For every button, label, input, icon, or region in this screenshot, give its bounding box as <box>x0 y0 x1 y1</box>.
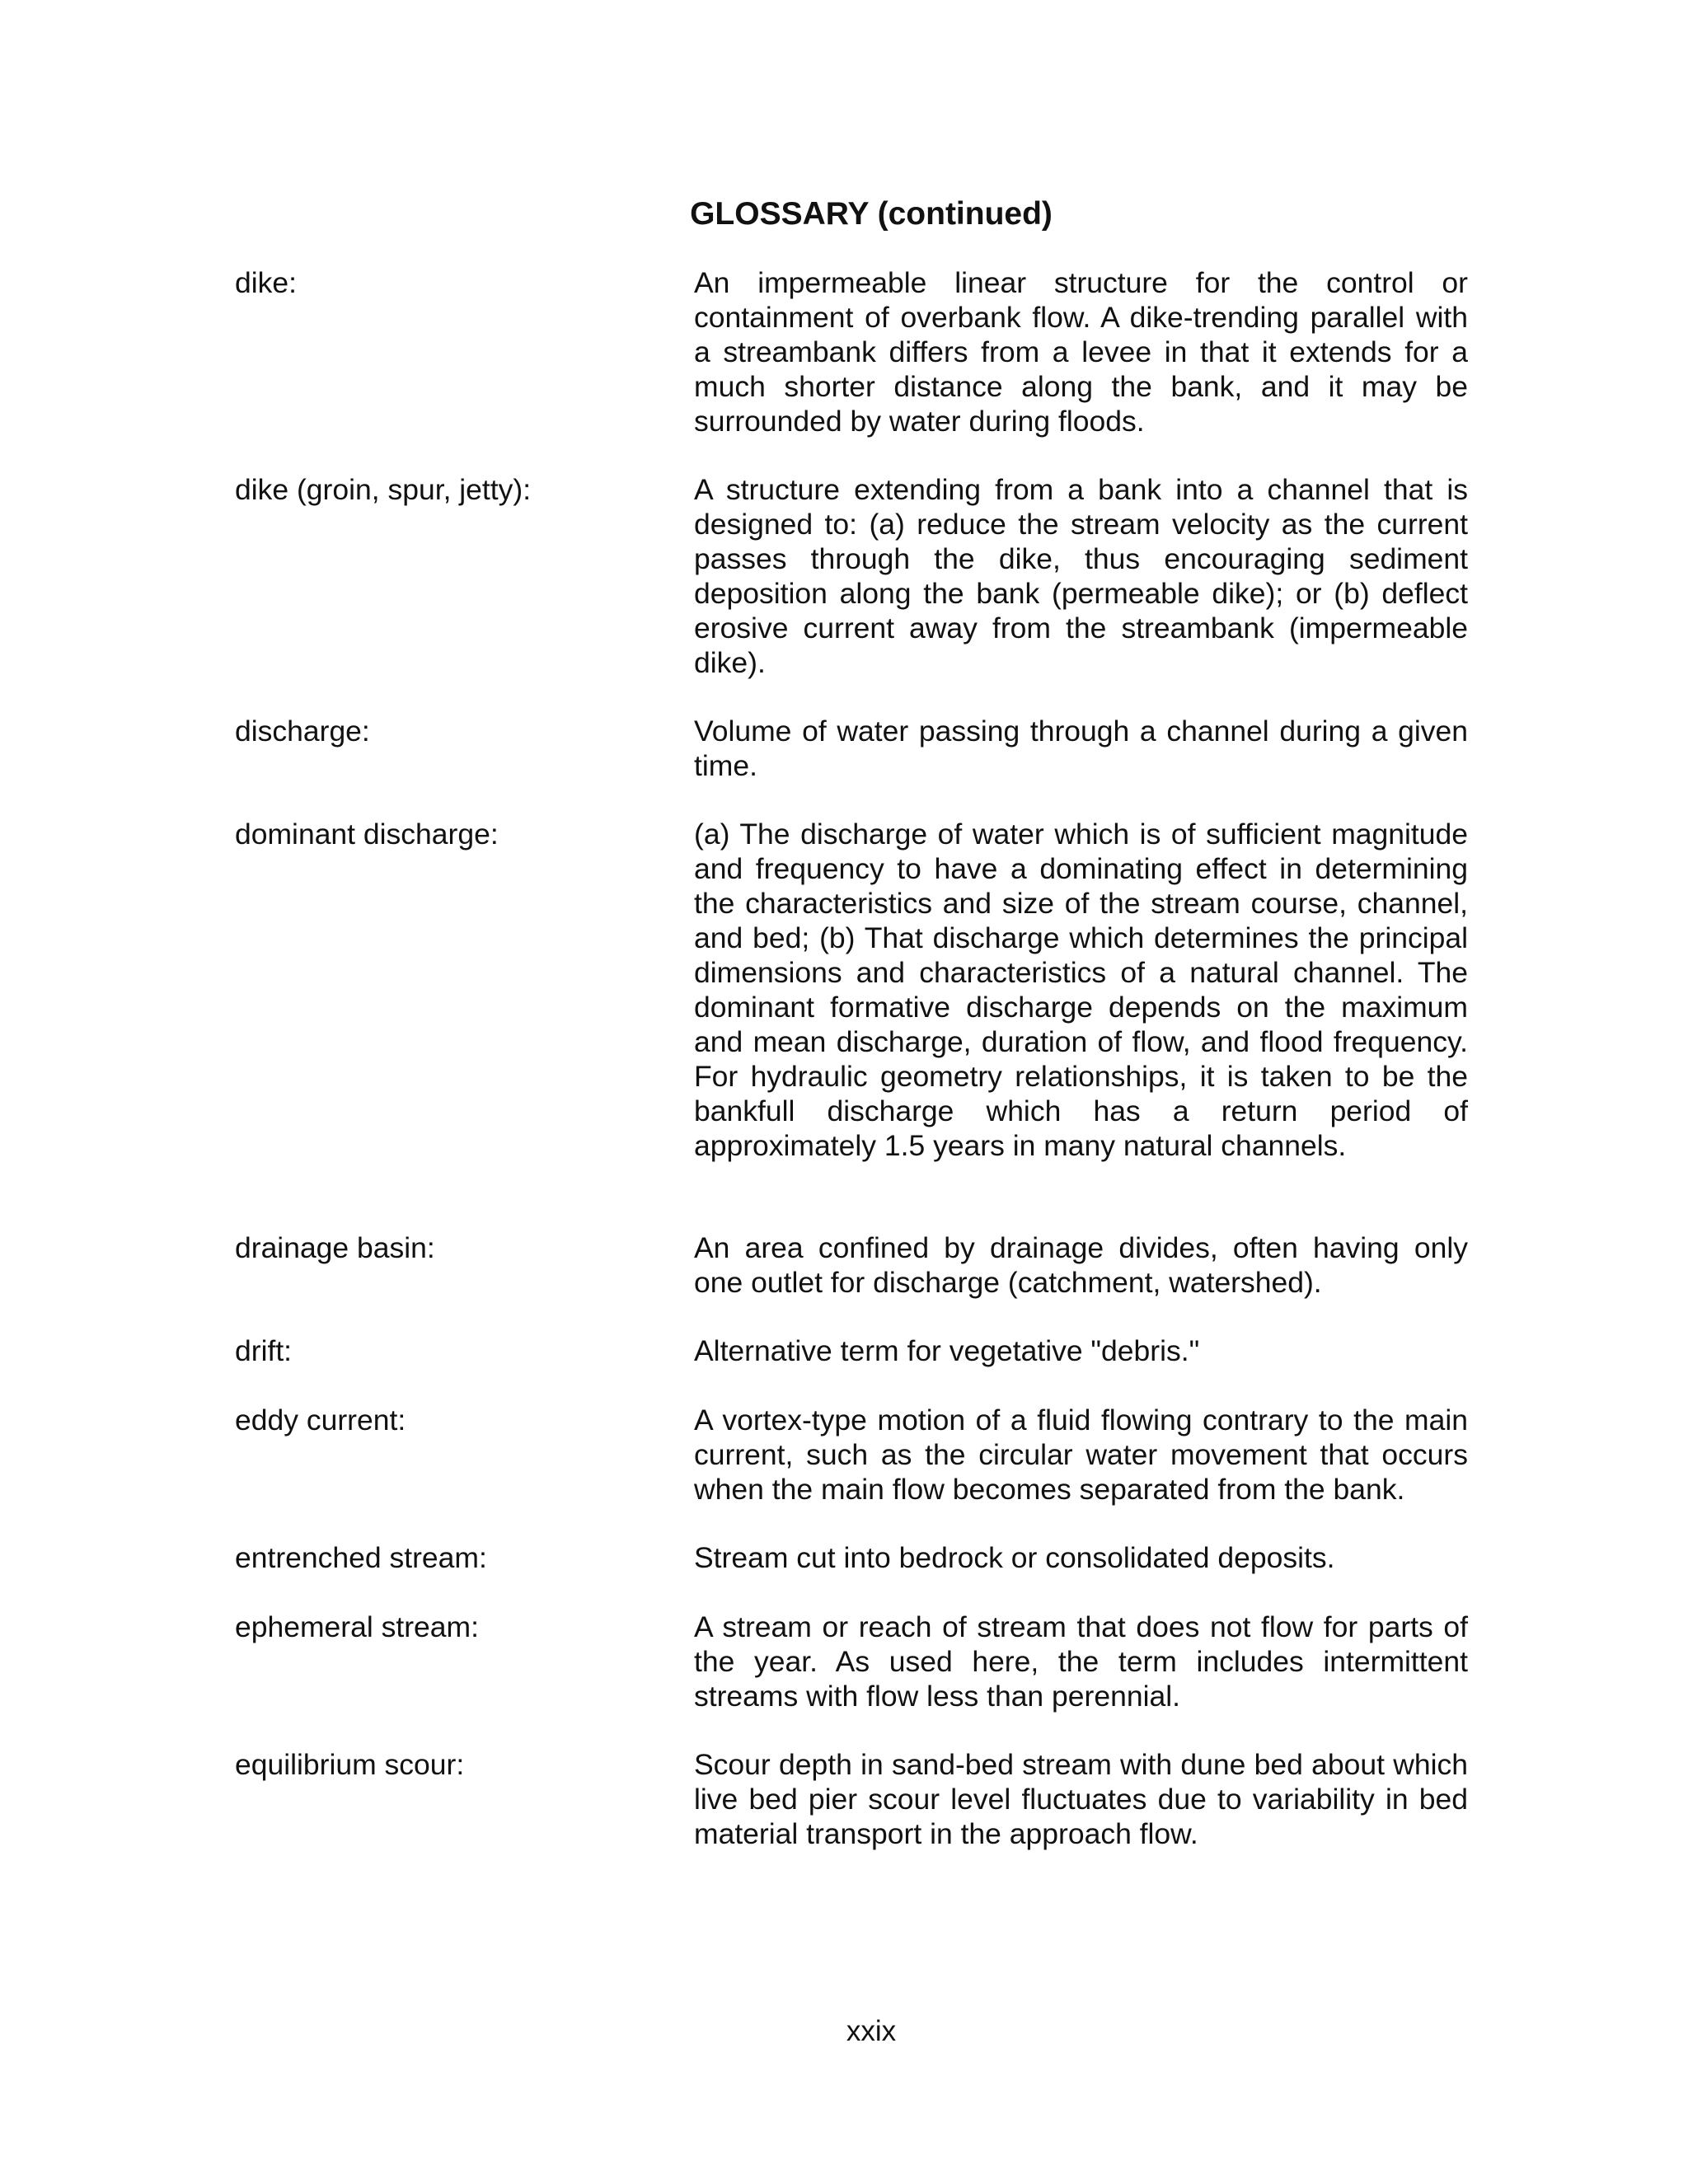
glossary-term: dike: <box>235 266 297 299</box>
page-title: GLOSSARY (continued) <box>690 196 1053 232</box>
page-number: xxix <box>846 2015 897 2047</box>
glossary-definition: Alternative term for vegetative "debris." <box>694 1334 1200 1367</box>
glossary-definition: A vortex-type motion of a fluid flowing contrary to the main current, such as the circular water movement that occurs when the main flow becomes separated from the bank. <box>694 1404 1468 1506</box>
glossary-definition: Volume of water passing through a channel during a given time. <box>694 715 1468 782</box>
glossary-definition: Stream cut into bedrock or consolidated deposits. <box>694 1541 1335 1574</box>
glossary-term: eddy current: <box>235 1404 406 1436</box>
glossary-definition: An impermeable linear structure for the control or containment of overbank flow. A dike-trending parallel with a streambank differs from a levee in that it extends for a much shorter distance along the bank, and it may be surrounded by water during floods. <box>694 266 1468 438</box>
glossary-definition: A structure extending from a bank into a channel that is designed to: (a) reduce the stream velocity as the current passes through the dike, thus encouraging sediment deposition along the bank (permeable dike); or (b) deflect erosive current away from the streambank (impermeable dike). <box>694 473 1468 679</box>
glossary-definition: An area confined by drainage divides, often having only one outlet for discharge (catchment, watershed). <box>694 1231 1468 1299</box>
glossary-definition: A stream or reach of stream that does not flow for parts of the year. As used here, the term includes intermittent streams with flow less than perennial. <box>694 1610 1468 1713</box>
glossary-term: discharge: <box>235 715 370 748</box>
glossary-term: dike (groin, spur, jetty): <box>235 473 532 506</box>
glossary-term: ephemeral stream: <box>235 1610 479 1643</box>
glossary-term: entrenched stream: <box>235 1541 487 1574</box>
glossary-term: equilibrium scour: <box>235 1748 465 1781</box>
glossary-term: drainage basin: <box>235 1231 435 1264</box>
glossary-term: drift: <box>235 1334 293 1367</box>
glossary-definition: Scour depth in sand-bed stream with dune bed about which live bed pier scour level fluctuates due to variability in bed material transport in the approach flow. <box>694 1748 1468 1850</box>
glossary-term: dominant discharge: <box>235 818 499 851</box>
glossary-definition: (a) The discharge of water which is of sufficient magnitude and frequency to have a dominating effect in determining the characteristics and size of the stream course, channel, and bed; (b) That discharge which determines the principal dimensions and characteristics of a natural channel. The dominant formative discharge depends on the maximum and mean discharge, duration of flow, and flood frequency. For hydraulic geometry relationships, it is taken to be the bankfull discharge which has a return period of approximately 1.5 years in many natural channels. <box>694 818 1468 1162</box>
